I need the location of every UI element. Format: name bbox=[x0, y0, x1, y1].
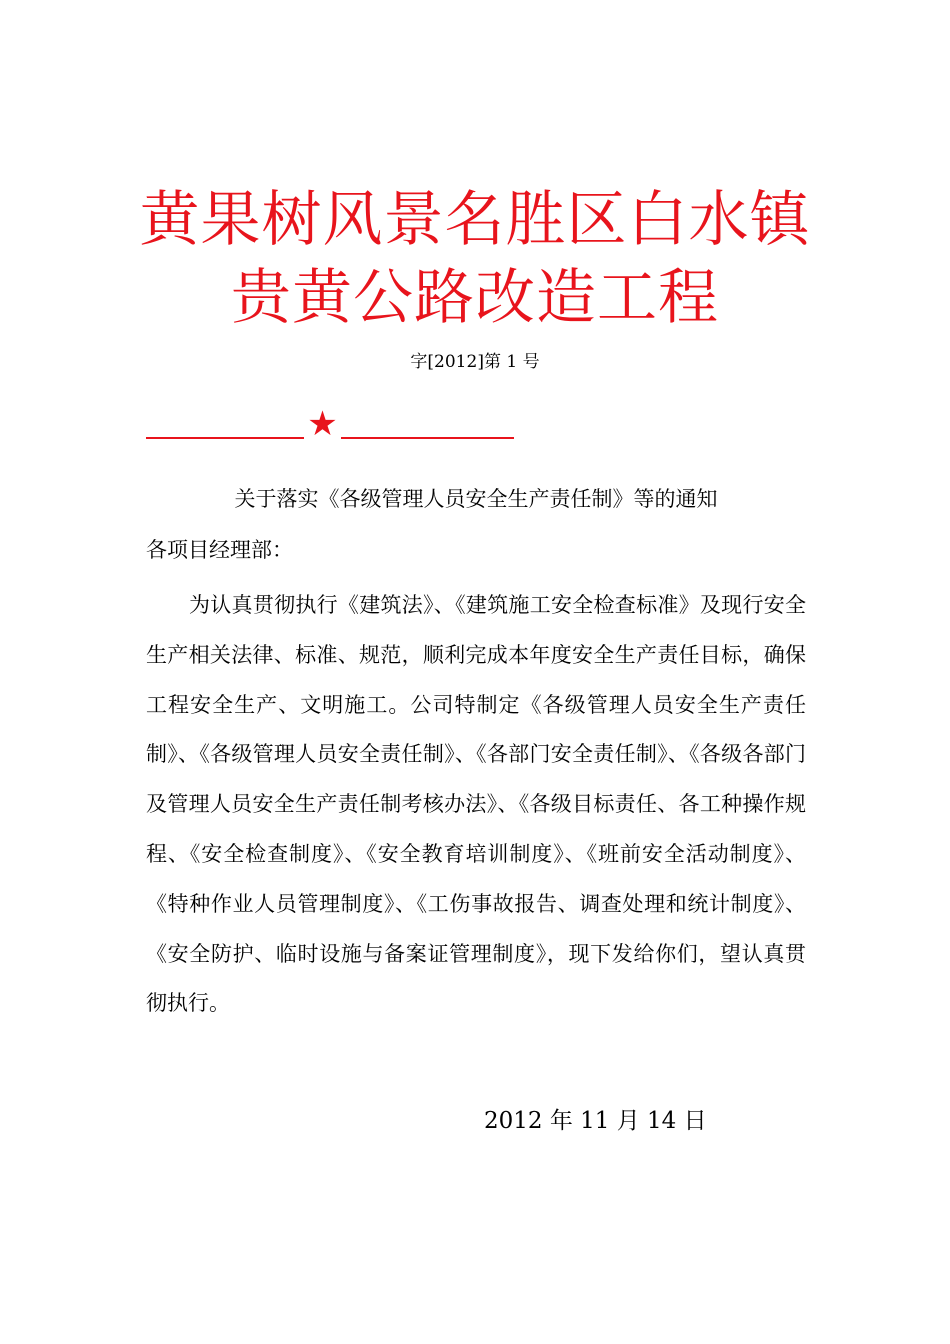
header-divider-left bbox=[146, 437, 304, 439]
notice-title: 关于落实《各级管理人员安全生产责任制》等的通知 bbox=[234, 487, 718, 511]
notice-body: 为认真贯彻执行《建筑法》、《建筑施工安全检查标准》及现行安全生产相关法律、标准、规范，顺利完成本年度安全生产责任目标，确保工程安全生产、文明施工。公司特制定《各级管理人员安全生产责任制》、《各级管理人员安全责任制》、《各部门安全责任制》、《各级各部门及管理人员安全生产责任制考核办法》、《各级目标责任、各工种操作规程、《安全检查制度》、《安全教育培训制度》、《班前安全活动制度》、《特种作业人员管理制度》、《工伤事故报告、调查处理和统计制度》、《安全防护、临时设施与备案证管理制度》，现下发给你们，望认真贯彻执行。 bbox=[146, 593, 806, 1016]
star-icon: ★ bbox=[307, 404, 338, 444]
document-number: 字[2012]第 1 号 bbox=[410, 352, 540, 372]
header-title-line-2: 贵黄公路改造工程 bbox=[231, 263, 719, 333]
header-divider-right bbox=[341, 437, 514, 439]
notice-recipient: 各项目经理部： bbox=[146, 538, 293, 562]
notice-date: 2012 年 11 月 14 日 bbox=[484, 1108, 707, 1134]
header-title-line-1: 黄果树风景名胜区白水镇 bbox=[139, 185, 811, 255]
